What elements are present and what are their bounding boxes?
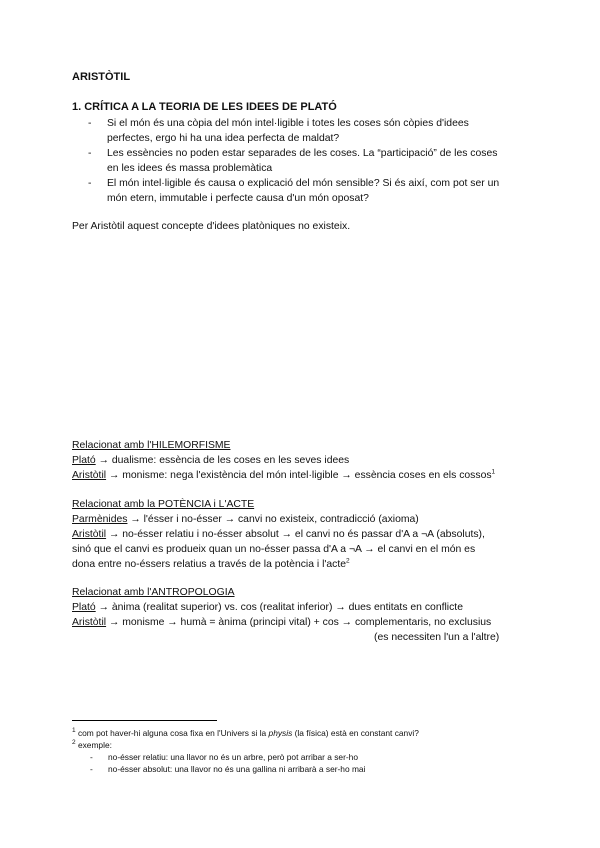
bullet-dash: -	[88, 118, 92, 129]
document-title: ARISTÒTIL	[72, 71, 131, 83]
footnote-1-pre: com pot haver-hi alguna cosa fixa en l'Univers si la	[75, 728, 269, 738]
plato-label: Plató	[72, 455, 96, 466]
footnote-2-text: exemple:	[75, 740, 112, 750]
hilemorfisme-plato-line	[72, 453, 349, 468]
heading-antropologia: Relacionat amb l'ANTROPOLOGIA	[72, 587, 235, 598]
bullet-dash: -	[88, 178, 92, 189]
antropologia-plato-line	[72, 600, 463, 615]
aristotil-label: Aristòtil	[72, 617, 107, 628]
footnote-1	[72, 728, 419, 739]
plato-statement: → dualisme: essència de les coses en les seves idees	[95, 455, 350, 466]
bullet-2-line-1: Les essències no poden estar separades de les coses. La “participació” de les coses	[107, 148, 498, 159]
bullet-dash: -	[88, 148, 92, 159]
aristotil-statement: → no-ésser relatiu i no-ésser absolut → el canvi no és passar d'A a ¬A (absoluts),	[106, 529, 485, 540]
plato-statement: → ànima (realitat superior) vs. cos (realitat inferior) → dues entitats en conflicte	[95, 602, 463, 613]
footnote-2-item-1: no-ésser relatiu: una llavor no és un arbre, però pot arribar a ser-ho	[108, 752, 358, 762]
section-heading-critica: 1. CRÍTICA A LA TEORIA DE LES IDEES DE PLATÓ	[72, 101, 337, 113]
antropologia-aristotil-line	[72, 615, 491, 630]
footnote-2-item-2: no-ésser absolut: una llavor no és una gallina ni arribarà a ser-ho mai	[108, 764, 366, 774]
bullet-2-line-2: en les idees és massa problemàtica	[107, 163, 273, 174]
footnote-1-italic: physis	[268, 728, 293, 738]
potencia-line-2: sinó que el canvi es produeix quan un no-ésser passa d'A a ¬A → el canvi en el món es	[72, 544, 476, 555]
footnote-ref[interactable]: 1	[491, 468, 496, 476]
heading-hilemorfisme: Relacionat amb l'HILEMORFISME	[72, 440, 231, 451]
footnote-dash: -	[90, 752, 93, 762]
bullet-3-line-2: món etern, immutable i perfecte causa d'un món oposat?	[107, 193, 369, 204]
hilemorfisme-aristotil-line	[72, 468, 495, 483]
parmenides-label: Parmènides	[72, 514, 128, 525]
potencia-line-3	[72, 557, 350, 572]
antropologia-line-3: (es necessiten l'un a l'altre)	[374, 632, 500, 643]
footnote-2	[72, 740, 112, 751]
potencia-aristotil-line	[72, 527, 485, 542]
bullet-3-line-1: El món intel·ligible és causa o explicació del món sensible? Si és així, com pot ser un	[107, 178, 500, 189]
footnote-number: 2	[72, 739, 76, 747]
plato-label: Plató	[72, 602, 96, 613]
bullet-1-line-2: perfectes, ergo hi ha una idea perfecta de maldat?	[107, 133, 340, 144]
potencia-line-3-text: dona entre no-éssers relatius a través de la potència i l'acte	[72, 559, 347, 570]
footnote-number: 1	[72, 727, 76, 735]
parmenides-statement: → l'ésser i no-ésser → canvi no existeix, contradicció (axioma)	[127, 514, 419, 525]
aristotil-statement: → monisme → humà = ànima (principi vital) + cos → complementaris, no exclusius	[106, 617, 492, 628]
footnote-ref[interactable]: 2	[346, 557, 350, 565]
aristotil-statement: → monisme: nega l'existència del món intel·ligible → essència coses en els cossos	[106, 470, 492, 481]
conclusion-text: Per Aristòtil aquest concepte d'idees platòniques no existeix.	[72, 221, 351, 232]
aristotil-label: Aristòtil	[72, 529, 107, 540]
aristotil-label: Aristòtil	[72, 470, 107, 481]
potencia-parmenides-line	[72, 512, 419, 527]
footnote-dash: -	[90, 764, 93, 774]
footnote-separator	[72, 720, 217, 721]
footnote-1-post: (la física) està en constant canvi?	[292, 728, 419, 738]
bullet-1-line-1: Si el món és una còpia del món intel·ligible i totes les coses són còpies d'idees	[107, 118, 469, 129]
heading-potencia-acte: Relacionat amb la POTÈNCIA i L'ACTE	[72, 499, 255, 510]
